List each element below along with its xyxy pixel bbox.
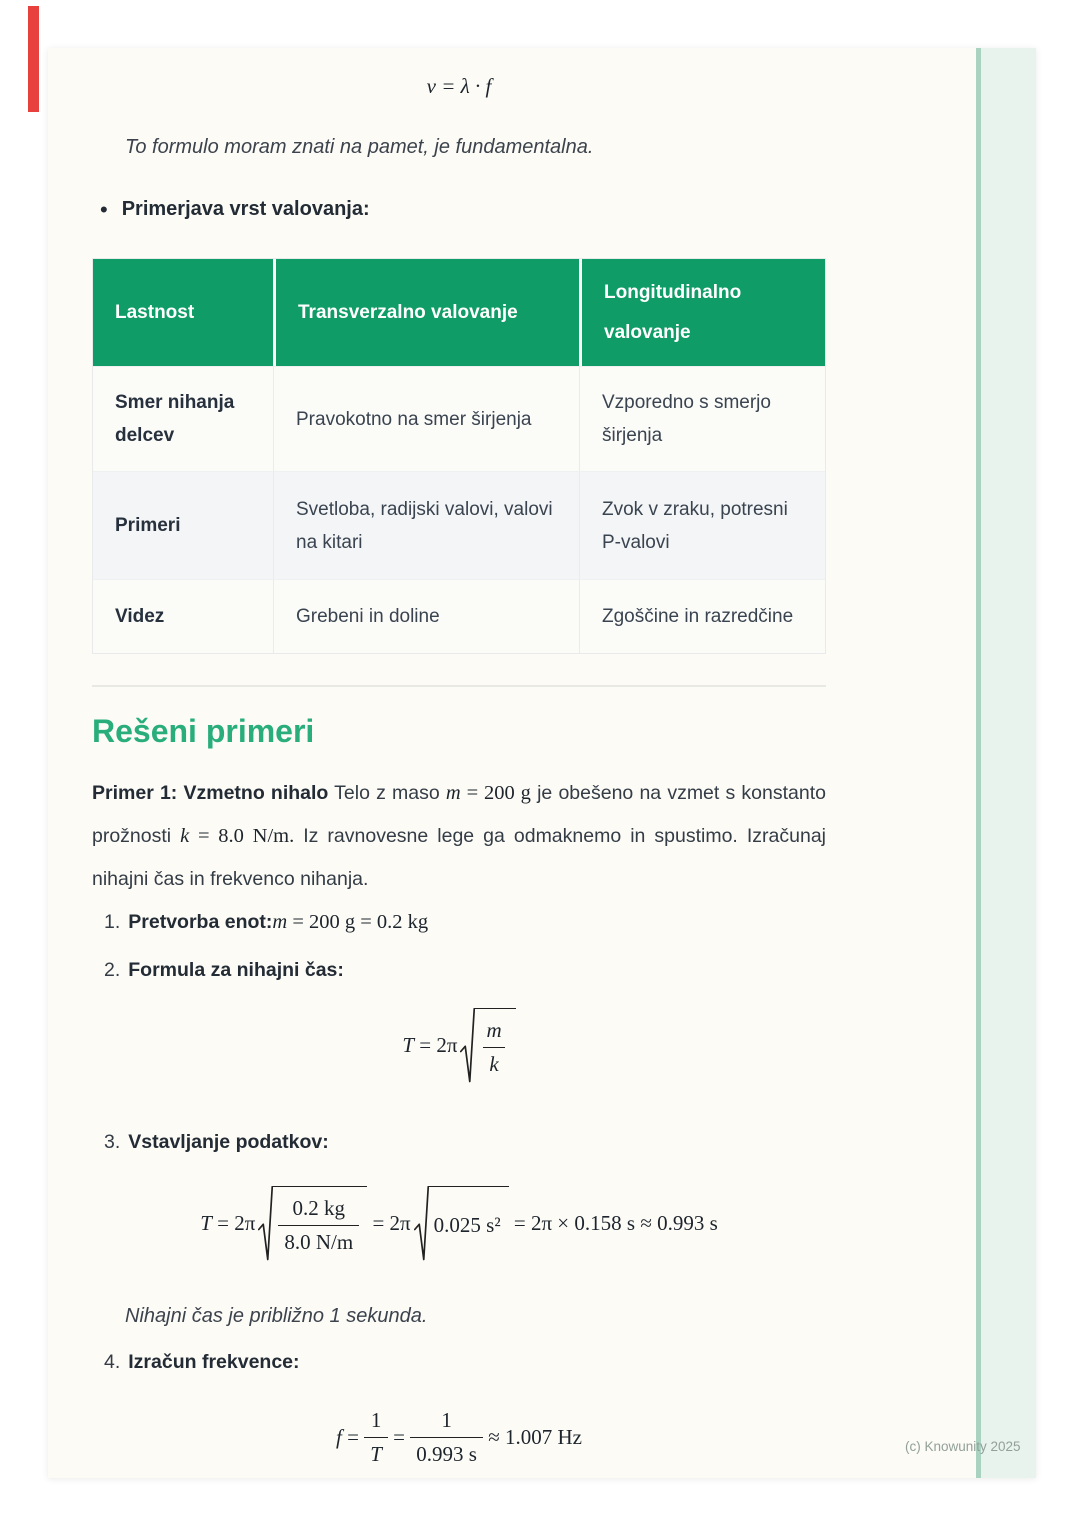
step-number: 4. xyxy=(104,1351,121,1373)
step-item-4 xyxy=(104,1349,300,1375)
table-cell: Grebeni in doline xyxy=(273,579,579,653)
fraction xyxy=(410,1408,483,1467)
math-operator: = 2π xyxy=(414,1032,458,1057)
math-var-m: m xyxy=(445,782,461,804)
bullet-icon: • xyxy=(100,196,108,222)
step-item-2 xyxy=(104,957,344,983)
problem-text: Telo z maso xyxy=(328,782,446,804)
formula-calculation xyxy=(92,1176,826,1270)
math-operator: = 2π xyxy=(211,1210,256,1235)
fraction-denominator: 8.0 N/m xyxy=(278,1225,359,1255)
step-title: Vstavljanje podatkov: xyxy=(128,1131,329,1153)
document-page xyxy=(48,48,1036,1478)
math-var-T: T xyxy=(402,1032,415,1057)
radical-sign-icon xyxy=(258,1186,273,1261)
fraction-numerator: 0.2 kg xyxy=(292,1195,346,1220)
math-var-T: T xyxy=(200,1210,212,1235)
problem-title: Primer 1: Vzmetno nihalo xyxy=(92,782,329,804)
math-value: = 8.0 N/m. xyxy=(189,825,295,847)
table-cell: Zgoščine in razredčine xyxy=(579,579,825,653)
bullet-label: Primerjava vrst valovanja: xyxy=(121,198,370,220)
sqrt-radical xyxy=(258,1186,367,1261)
section-heading: Rešeni primeri xyxy=(92,713,315,749)
formula-frequency xyxy=(92,1402,826,1472)
table-header-longitudinalno: Longitudinalno valovanje xyxy=(579,259,825,366)
table-row-label: Videz xyxy=(93,579,273,653)
table-header-transverzalno: Transverzalno valovanje xyxy=(273,259,579,366)
page-content xyxy=(92,48,826,1478)
fraction-numerator: 1 xyxy=(441,1407,452,1432)
math-value: = 200 g = 0.2 kg xyxy=(287,911,429,933)
table-row-label: Smer nihanja delcev xyxy=(93,366,273,471)
fraction-denominator: T xyxy=(364,1437,388,1467)
fraction-numerator: 1 xyxy=(370,1407,382,1432)
red-annotation-stripe xyxy=(28,6,39,112)
problem-text: je obešeno na vzmet s konstanto prožnosti xyxy=(92,782,826,847)
formula-wave-speed xyxy=(92,68,826,104)
table-cell: Svetloba, radijski valovi, valovi na kitari xyxy=(273,471,579,579)
comparison-table xyxy=(92,258,826,654)
sqrt-radical xyxy=(460,1008,515,1083)
math-operator: = xyxy=(387,1424,411,1449)
table-cell: Zvok v zraku, potresni P-valovi xyxy=(579,471,825,579)
math-value: = 200 g xyxy=(460,782,531,804)
step-number: 3. xyxy=(104,1131,121,1153)
formula-text: v = λ · f xyxy=(426,73,492,98)
fraction-denominator: 0.993 s xyxy=(410,1437,483,1467)
table-cell: Pravokotno na smer širjenja xyxy=(273,366,579,471)
math-result: = 2π × 0.158 s ≈ 0.993 s xyxy=(508,1210,718,1235)
fraction-denominator: k xyxy=(483,1047,504,1077)
math-operator: = xyxy=(341,1424,365,1449)
problem-statement xyxy=(92,772,826,901)
math-var-k: k xyxy=(180,825,190,847)
radical-sign-icon xyxy=(460,1008,475,1083)
math-operator: = 2π xyxy=(367,1210,411,1235)
radicand-value: 0.025 s² xyxy=(433,1212,501,1237)
page-right-accent-stripe xyxy=(976,48,1036,1478)
step-title: Izračun frekvence: xyxy=(128,1351,300,1373)
step-number: 2. xyxy=(104,959,121,981)
copyright-watermark: (c) Knowunity 2025 xyxy=(905,1439,1021,1454)
step-title: Formula za nihajni čas: xyxy=(128,959,344,981)
note-italic-period: Nihajni čas je približno 1 sekunda. xyxy=(125,1305,428,1327)
math-result: ≈ 1.007 Hz xyxy=(482,1424,582,1449)
fraction-numerator: m xyxy=(486,1017,502,1042)
step-item-1 xyxy=(104,909,428,935)
step-number: 1. xyxy=(104,911,121,933)
table-row-label: Primeri xyxy=(93,471,273,579)
problem-text: Iz ravnovesne lege ga odmaknemo in spustimo. Izračunaj nihajni čas in frekvenco nihanja. xyxy=(92,825,826,890)
table-cell: Vzporedno s smerjo širjenja xyxy=(579,366,825,471)
section-divider xyxy=(92,685,826,687)
sqrt-radical-small xyxy=(414,1186,509,1261)
note-italic-fundamental: To formulo moram znati na pamet, je fundamentalna. xyxy=(125,136,594,158)
step-item-3 xyxy=(104,1129,329,1155)
radical-sign-icon xyxy=(414,1186,429,1261)
math-var-m: m xyxy=(272,911,288,933)
bullet-item xyxy=(100,198,370,221)
table-header-lastnost: Lastnost xyxy=(93,259,273,366)
math-var-f: f xyxy=(336,1424,342,1449)
formula-period xyxy=(92,1004,826,1086)
step-title: Pretvorba enot: xyxy=(128,911,273,933)
fraction xyxy=(364,1408,388,1467)
